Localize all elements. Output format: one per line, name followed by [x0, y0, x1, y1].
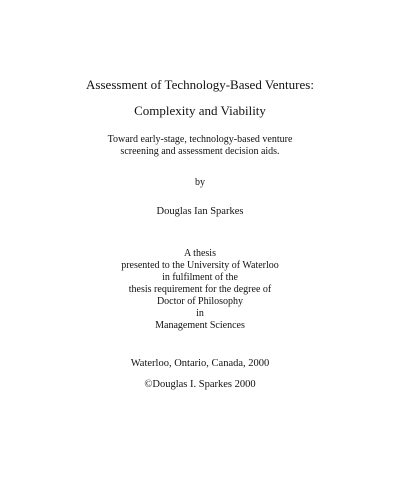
thesis-statement-line: Management Sciences	[155, 320, 245, 331]
thesis-statement-line: in	[196, 308, 204, 319]
thesis-statement-line: Doctor of Philosophy	[156, 296, 244, 307]
thesis-statement-line: in fulfilment of the	[162, 272, 238, 283]
thesis-statement-line: A thesis	[184, 248, 216, 259]
place-and-date: Waterloo, Ontario, Canada, 2000	[130, 358, 270, 369]
by-label: by	[195, 177, 205, 188]
author-name: Douglas Ian Sparkes	[156, 206, 244, 217]
copyright-notice: ©Douglas I. Sparkes 2000	[144, 379, 256, 390]
subtitle-line-1: Toward early-stage, technology-based venture	[107, 134, 293, 145]
thesis-title-line-2: Complexity and Viability	[134, 103, 266, 118]
thesis-title-line-1: Assessment of Technology-Based Ventures:	[86, 77, 314, 92]
subtitle-line-2: screening and assessment decision aids.	[120, 146, 280, 157]
thesis-statement-line: thesis requirement for the degree of	[128, 284, 272, 295]
thesis-statement-line: presented to the University of Waterloo	[121, 260, 279, 271]
